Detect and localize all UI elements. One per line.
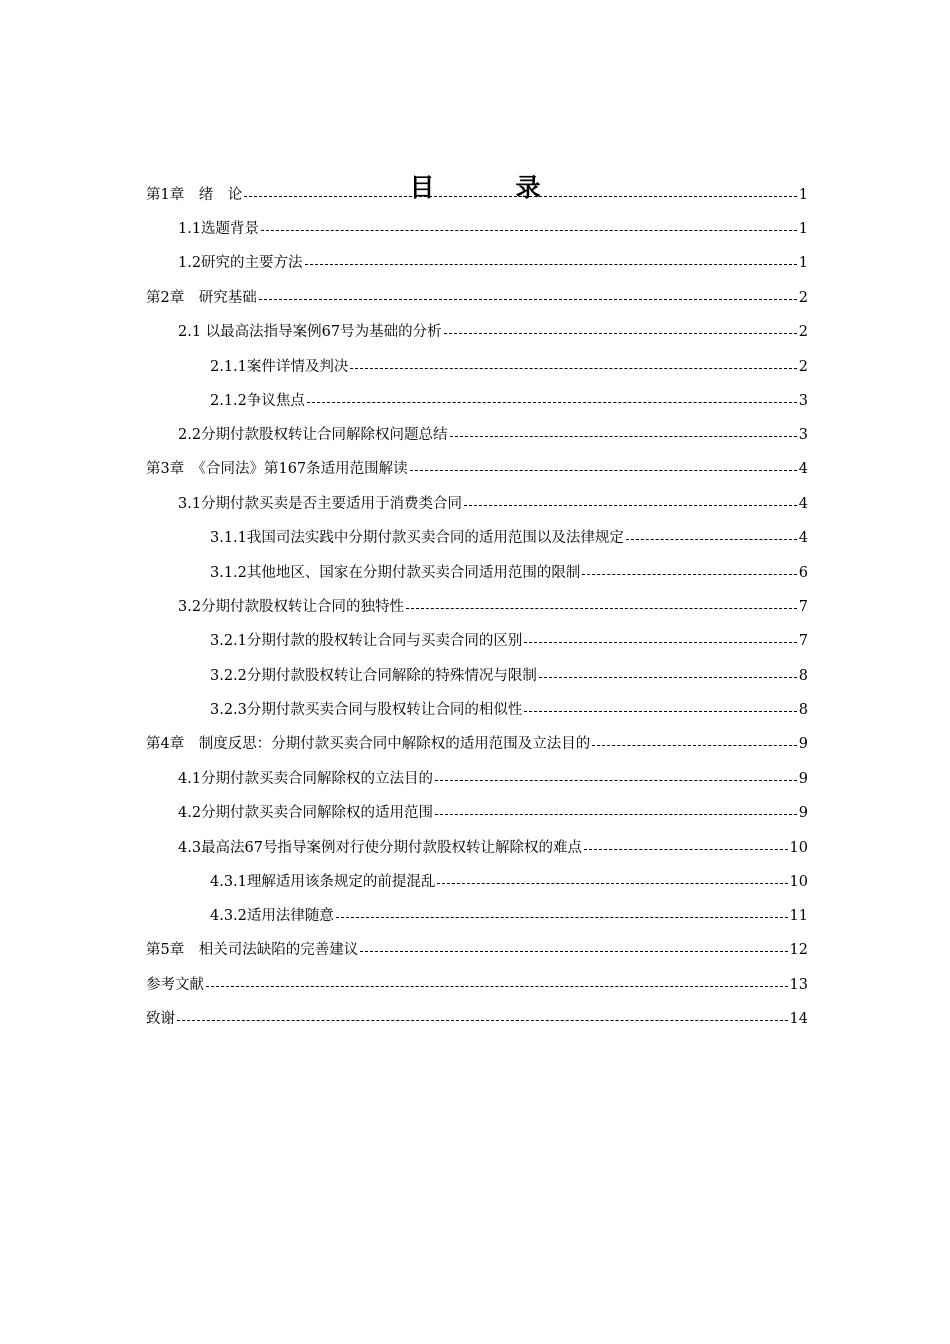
toc-entry <box>146 973 808 997</box>
toc-entry-page: 14 <box>789 1011 808 1027</box>
toc-entry-page: 8 <box>798 702 808 718</box>
toc-entry-page: 3 <box>798 393 808 409</box>
toc-entry-label: 2.1.1案件详情及判决 <box>210 355 348 379</box>
toc-entry <box>146 526 808 550</box>
toc-entry-label: 2.1 以最高法指导案例67号为基础的分析 <box>178 320 442 344</box>
toc-entry-page: 10 <box>789 874 808 890</box>
dot-leader <box>626 539 797 540</box>
toc-entry <box>146 1007 808 1031</box>
toc-entry-label: 第5章 相关司法缺陷的完善建议 <box>146 938 358 962</box>
toc-entry-label: 3.2.2分期付款股权转让合同解除的特殊情况与限制 <box>210 664 537 688</box>
toc-entry-label: 2.1.2争议焦点 <box>210 389 305 413</box>
toc-entry-label: 3.2分期付款股权转让合同的独特性 <box>178 595 404 619</box>
toc-entry-page: 11 <box>789 908 808 924</box>
toc-entry-label: 4.3.2适用法律随意 <box>210 904 334 928</box>
dot-leader <box>584 849 788 850</box>
toc-entry-label: 1.1选题背景 <box>178 217 259 241</box>
toc-entry-label: 第2章 研究基础 <box>146 286 257 310</box>
toc-entry-page: 3 <box>798 427 808 443</box>
toc-entry-page: 2 <box>798 290 808 306</box>
toc-entry <box>146 457 808 481</box>
toc-entry-page: 1 <box>798 221 808 237</box>
dot-leader <box>259 299 797 300</box>
toc-entry <box>146 664 808 688</box>
toc-entry-page: 2 <box>798 324 808 340</box>
toc-entry-page: 2 <box>798 359 808 375</box>
toc-entry <box>146 732 808 756</box>
toc-entry-page: 4 <box>798 496 808 512</box>
toc-entry <box>146 561 808 585</box>
toc-entry-label: 3.1.2其他地区、国家在分期付款买卖合同适用范围的限制 <box>210 561 580 585</box>
toc-entry-label: 3.1.1我国司法实践中分期付款买卖合同的适用范围以及法律规定 <box>210 526 624 550</box>
toc-entry-label: 3.2.1分期付款的股权转让合同与买卖合同的区别 <box>210 629 522 653</box>
toc-entry <box>146 320 808 344</box>
dot-leader <box>360 951 787 952</box>
toc-entry-page: 9 <box>798 805 808 821</box>
toc-entry <box>146 492 808 516</box>
dot-leader <box>435 814 797 815</box>
toc-entry-label: 第3章 《合同法》第167条适用范围解读 <box>146 457 408 481</box>
toc-entry-label: 4.2分期付款买卖合同解除权的适用范围 <box>178 801 433 825</box>
toc-entry <box>146 801 808 825</box>
toc-entry-page: 4 <box>798 530 808 546</box>
toc-entry-label: 3.2.3分期付款买卖合同与股权转让合同的相似性 <box>210 698 522 722</box>
toc-entry <box>146 286 808 310</box>
dot-leader <box>305 264 797 265</box>
toc-entry <box>146 595 808 619</box>
dot-leader <box>582 574 796 575</box>
toc-entry-page: 6 <box>798 565 808 581</box>
dot-leader <box>444 333 797 334</box>
toc-entry <box>146 183 808 207</box>
dot-leader <box>539 677 797 678</box>
toc-entry-label: 4.3.1理解适用该条规定的前提混乱 <box>210 870 435 894</box>
toc-entry <box>146 938 808 962</box>
toc-entry-page: 9 <box>798 736 808 752</box>
toc-entry-page: 9 <box>798 771 808 787</box>
toc-entry-page: 7 <box>798 599 808 615</box>
dot-leader <box>410 470 797 471</box>
toc-entry-label: 第4章 制度反思：分期付款买卖合同中解除权的适用范围及立法目的 <box>146 732 590 756</box>
dot-leader <box>261 230 797 231</box>
toc-entry-page: 13 <box>789 977 808 993</box>
toc-entry <box>146 423 808 447</box>
dot-leader <box>450 436 797 437</box>
toc-entry <box>146 217 808 241</box>
toc-entry-label: 致谢 <box>146 1007 175 1031</box>
dot-leader <box>307 402 797 403</box>
toc-entry <box>146 629 808 653</box>
dot-leader <box>464 505 797 506</box>
toc-entry <box>146 767 808 791</box>
toc-entry-label: 2.2分期付款股权转让合同解除权问题总结 <box>178 423 448 447</box>
toc-entry-page: 1 <box>798 255 808 271</box>
dot-leader <box>350 368 796 369</box>
dot-leader <box>524 642 796 643</box>
dot-leader <box>336 917 788 918</box>
toc-entry-page: 12 <box>789 942 808 958</box>
dot-leader <box>437 883 787 884</box>
toc-entry <box>146 836 808 860</box>
toc-entry-label: 4.3最高法67号指导案例对行使分期付款股权转让解除权的难点 <box>178 836 582 860</box>
toc-entry-page: 10 <box>789 840 808 856</box>
toc-entry-label: 4.1分期付款买卖合同解除权的立法目的 <box>178 767 433 791</box>
dot-leader <box>592 745 797 746</box>
toc-entry-page: 4 <box>798 461 808 477</box>
toc-entry-page: 8 <box>798 668 808 684</box>
toc-entry-page: 7 <box>798 633 808 649</box>
toc-entry <box>146 870 808 894</box>
toc-entry-label: 1.2研究的主要方法 <box>178 251 303 275</box>
toc-entry <box>146 904 808 928</box>
toc-entry <box>146 389 808 413</box>
toc-entry <box>146 355 808 379</box>
toc-entry-label: 3.1分期付款买卖是否主要适用于消费类合同 <box>178 492 462 516</box>
dot-leader <box>406 608 797 609</box>
dot-leader <box>524 711 796 712</box>
dot-leader <box>177 1020 788 1021</box>
toc-entry-page: 1 <box>798 187 808 203</box>
dot-leader <box>435 780 797 781</box>
dot-leader <box>244 196 797 197</box>
dot-leader <box>206 986 788 987</box>
toc-entry <box>146 698 808 722</box>
toc-entry <box>146 251 808 275</box>
toc-title: 目 录 <box>409 173 569 202</box>
toc-entry-label: 第1章 绪 论 <box>146 183 242 207</box>
toc-entry-label: 参考文献 <box>146 973 204 997</box>
